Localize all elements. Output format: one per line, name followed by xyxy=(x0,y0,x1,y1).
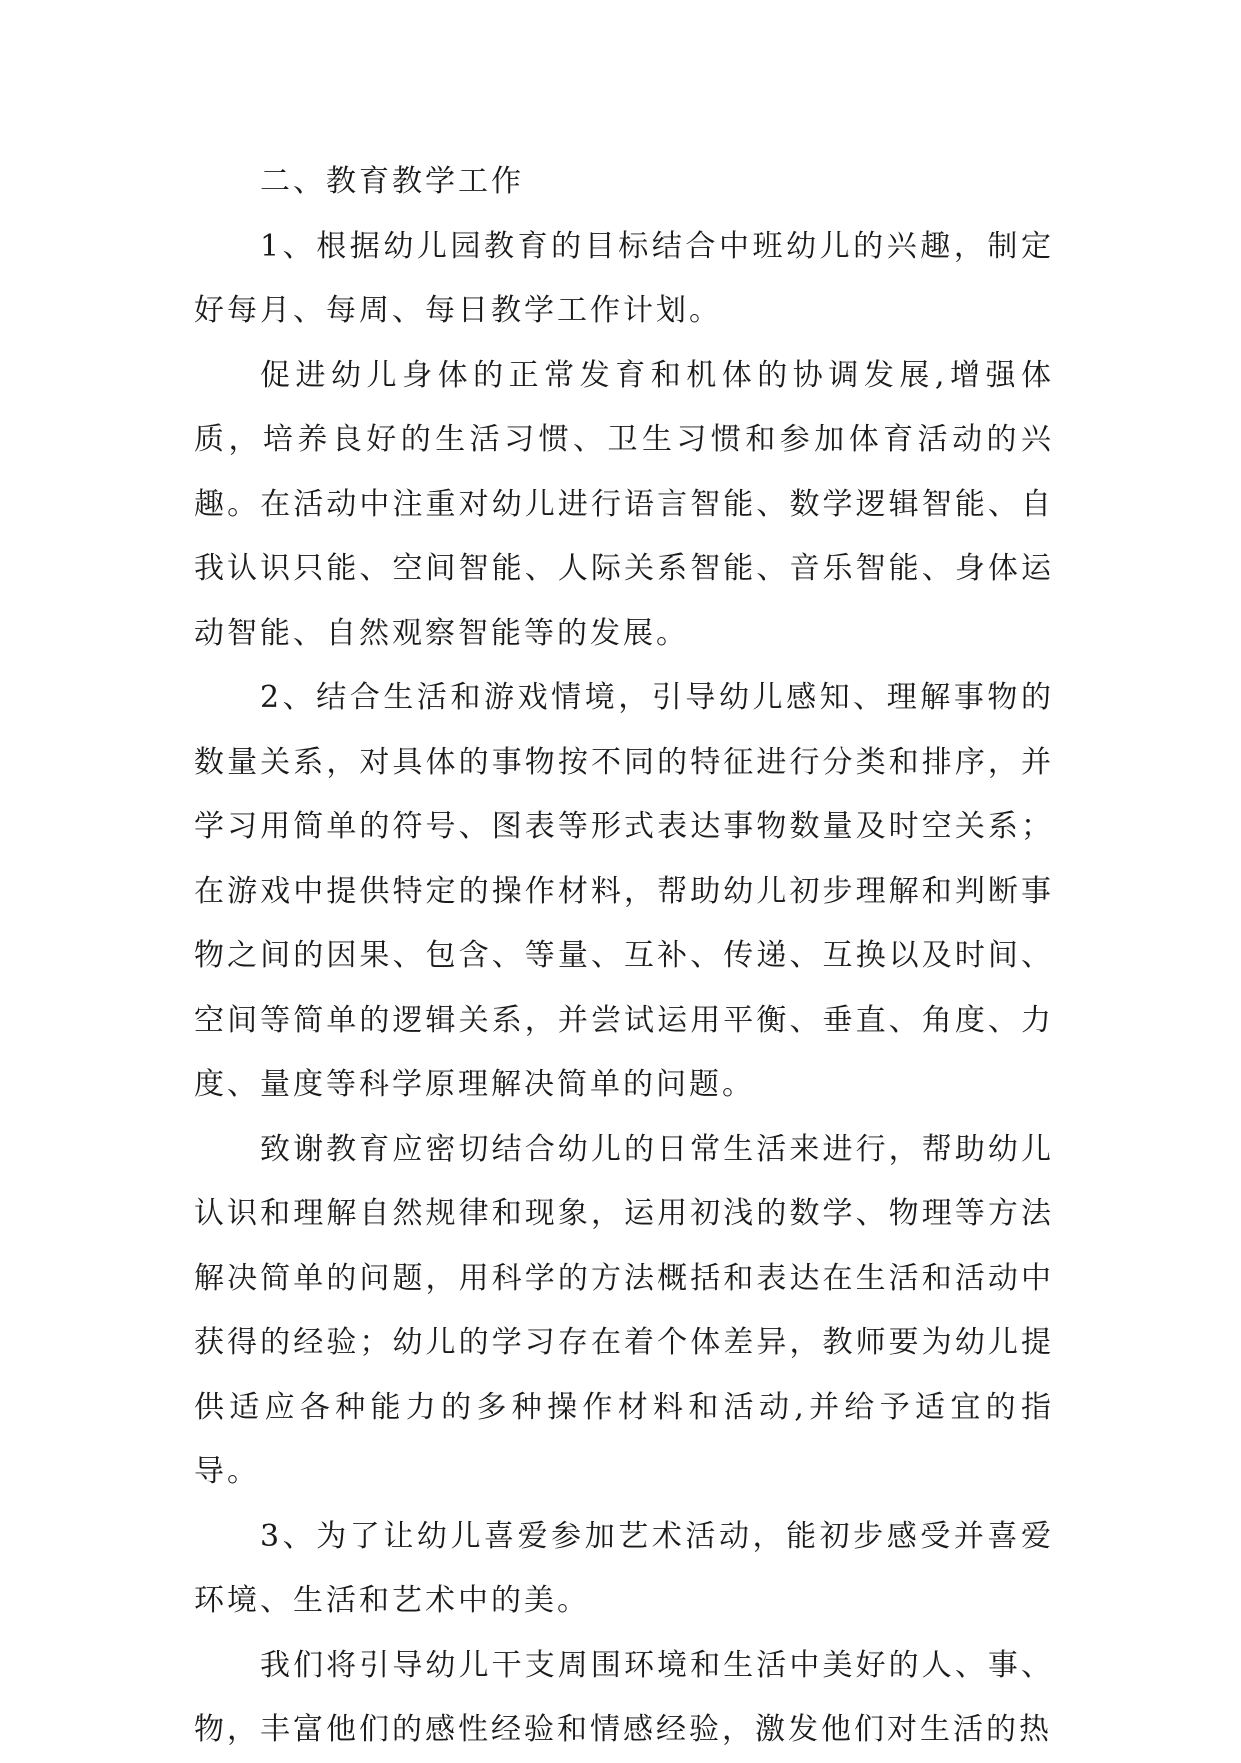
paragraph: 3、为了让幼儿喜爱参加艺术活动，能初步感受并喜爱环境、生活和艺术中的美。 xyxy=(194,1518,1054,1618)
paragraph: 1、根据幼儿园教育的目标结合中班幼儿的兴趣，制定好每月、每周、每日教学工作计划。 xyxy=(194,228,1054,328)
section-heading: 二、教育教学工作 xyxy=(260,164,524,199)
paragraph: 促进幼儿身体的正常发育和机体的协调发展,增强体质，培养良好的生活习惯、卫生习惯和参加体育活动的兴趣。在活动中注重对幼儿进行语言智能、数学逻辑智能、自我认识只能、空间智能、人际关系智能、音乐智能、身体运动智能、自然观察智能等的发展。 xyxy=(194,357,1054,651)
paragraph: 2、结合生活和游戏情境，引导幼儿感知、理解事物的数量关系，对具体的事物按不同的特征进行分类和排序，并学习用简单的符号、图表等形式表达事物数量及时空关系；在游戏中提供特定的操作材料，帮助幼儿初步理解和判断事物之间的因果、包含、等量、互补、传递、互换以及时间、空间等简单的逻辑关系，并尝试运用平衡、垂直、角度、力度、量度等科学原理解决简单的问题。 xyxy=(194,680,1054,1102)
paragraph: 我们将引导幼儿干支周围环境和生活中美好的人、事、物，丰富他们的感性经验和情感经验，激发他们对生活的热 xyxy=(194,1647,1054,1747)
paragraph: 致谢教育应密切结合幼儿的日常生活来进行，帮助幼儿认识和理解自然规律和现象，运用初浅的数学、物理等方法解决简单的问题，用科学的方法概括和表达在生活和活动中获得的经验；幼儿的学习存在着个体差异，教师要为幼儿提供适应各种能力的多种操作材料和活动,并给予适宜的指导。 xyxy=(194,1131,1054,1489)
document-body xyxy=(194,150,1054,1763)
